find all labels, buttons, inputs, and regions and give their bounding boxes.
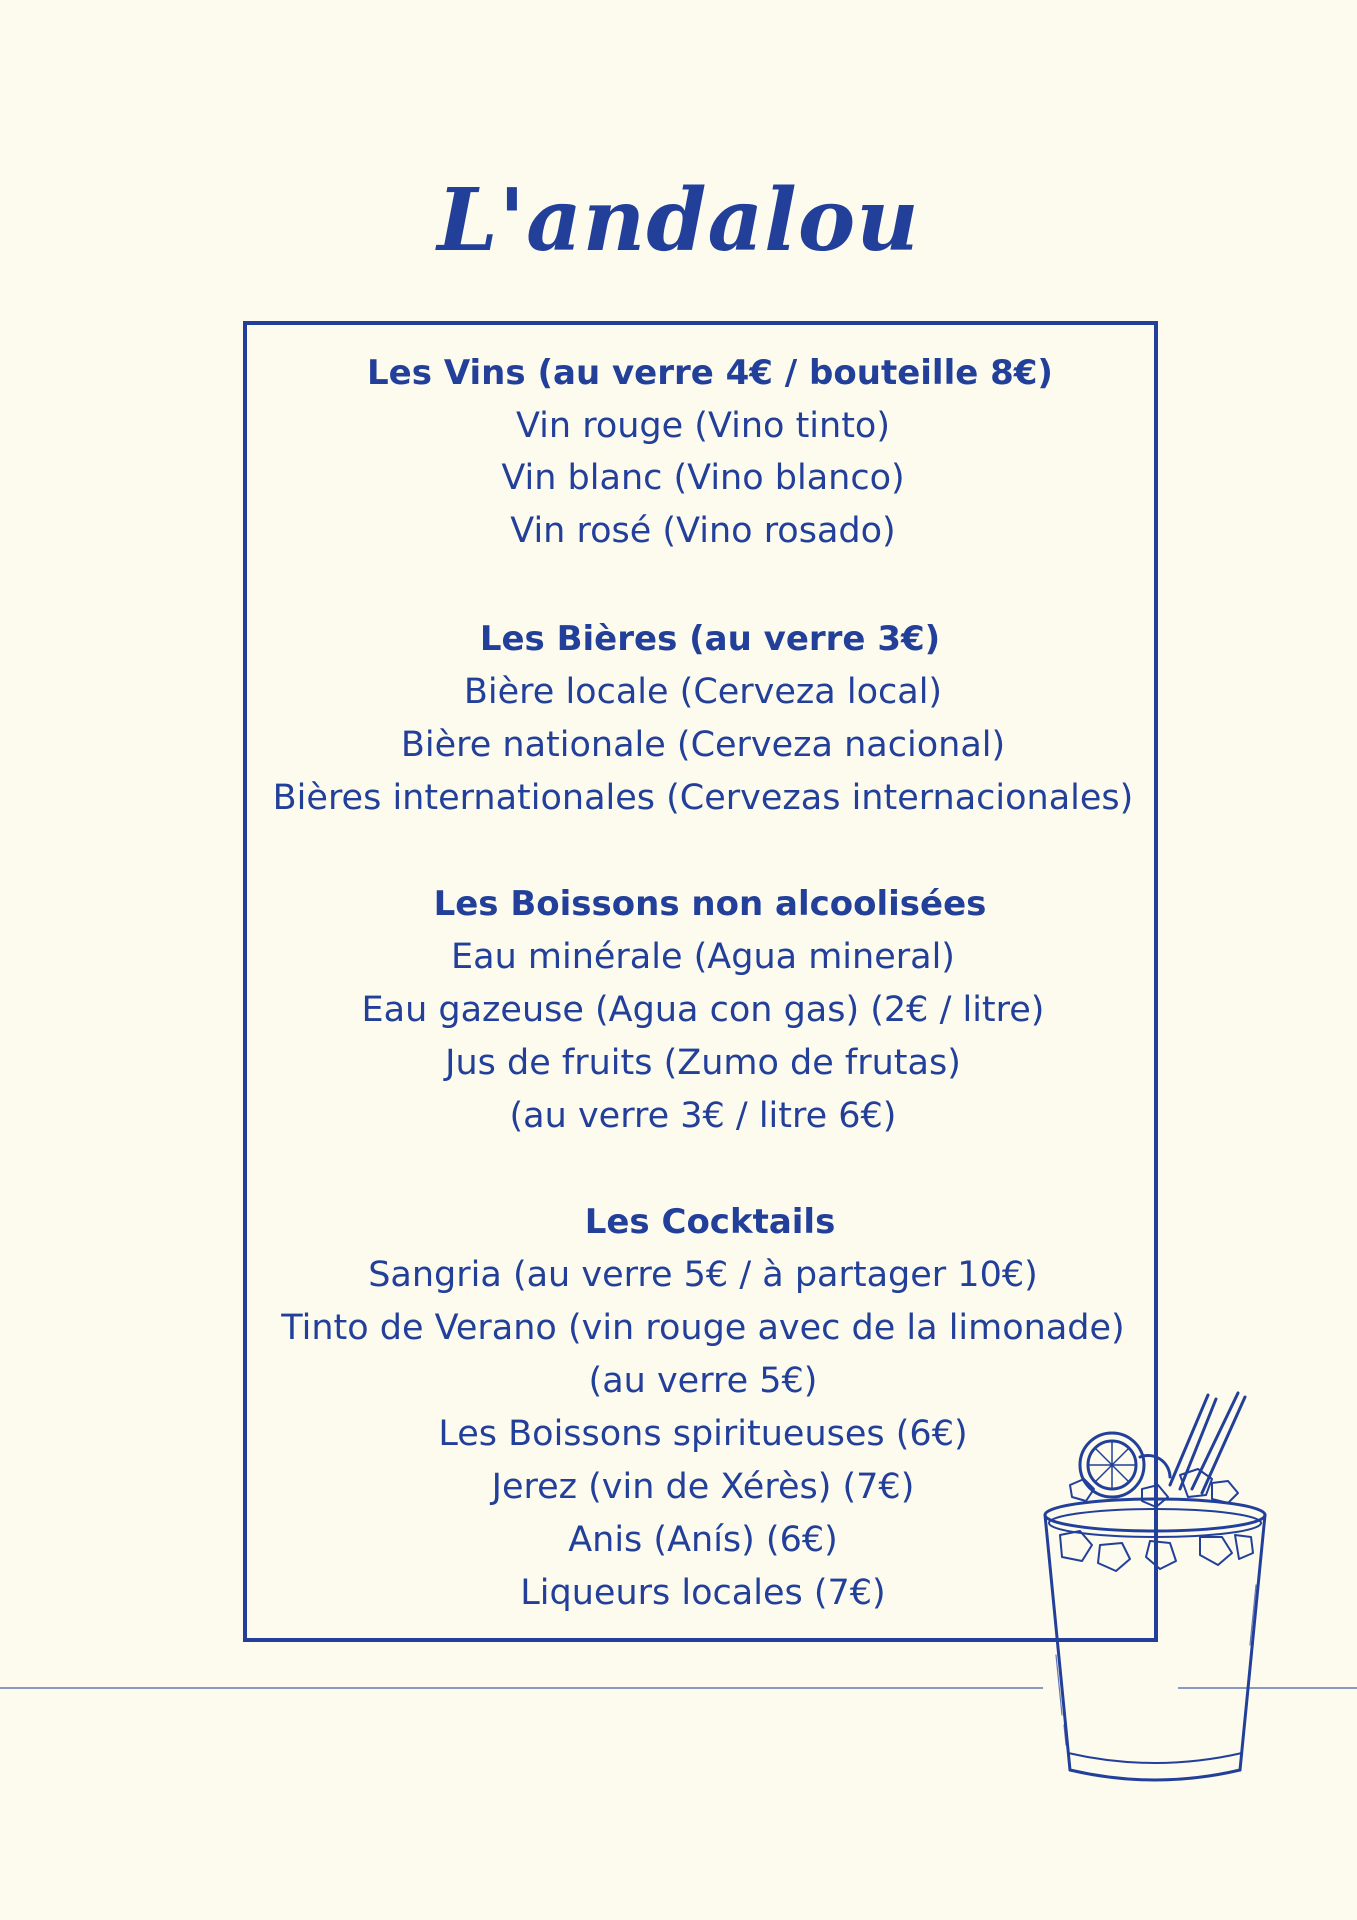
menu-item: Les Boissons spiritueuses (6€) — [438, 1414, 968, 1454]
menu-item: (au verre 3€ / litre 6€) — [509, 1096, 897, 1136]
menu-item: Sangria (au verre 5€ / à partager 10€) — [368, 1255, 1038, 1295]
section-heading-boissons: Les Boissons non alcoolisées — [433, 884, 987, 924]
menu-item: Jus de fruits (Zumo de frutas) — [445, 1043, 961, 1083]
menu-item: Vin rouge (Vino tinto) — [516, 406, 890, 446]
section-heading-bieres: Les Bières (au verre 3€) — [479, 619, 941, 659]
menu-item: Vin rosé (Vino rosado) — [510, 511, 896, 551]
page-title: L'andalou — [437, 170, 920, 271]
menu-item: Bière nationale (Cerveza nacional) — [400, 725, 1006, 765]
menu-item: Eau gazeuse (Agua con gas) (2€ / litre) — [361, 990, 1045, 1030]
menu-item: Eau minérale (Agua mineral) — [451, 937, 955, 977]
menu-item: Jerez (vin de Xérès) (7€) — [491, 1467, 915, 1507]
menu-item: Bière locale (Cerveza local) — [463, 672, 943, 712]
menu-item: Anis (Anís) (6€) — [568, 1520, 838, 1560]
menu-item: Bières internationales (Cervezas internacionales) — [272, 778, 1134, 818]
cocktail-glass-icon — [1030, 1385, 1280, 1795]
section-heading-vins: Les Vins (au verre 4€ / bouteille 8€) — [367, 353, 1053, 393]
section-heading-cocktails: Les Cocktails — [584, 1202, 836, 1242]
menu-item: (au verre 5€) — [588, 1361, 818, 1401]
menu-item: Tinto de Verano (vin rouge avec de la limonade) — [281, 1308, 1125, 1348]
menu-item: Vin blanc (Vino blanco) — [501, 458, 905, 498]
menu-item: Liqueurs locales (7€) — [520, 1573, 886, 1613]
